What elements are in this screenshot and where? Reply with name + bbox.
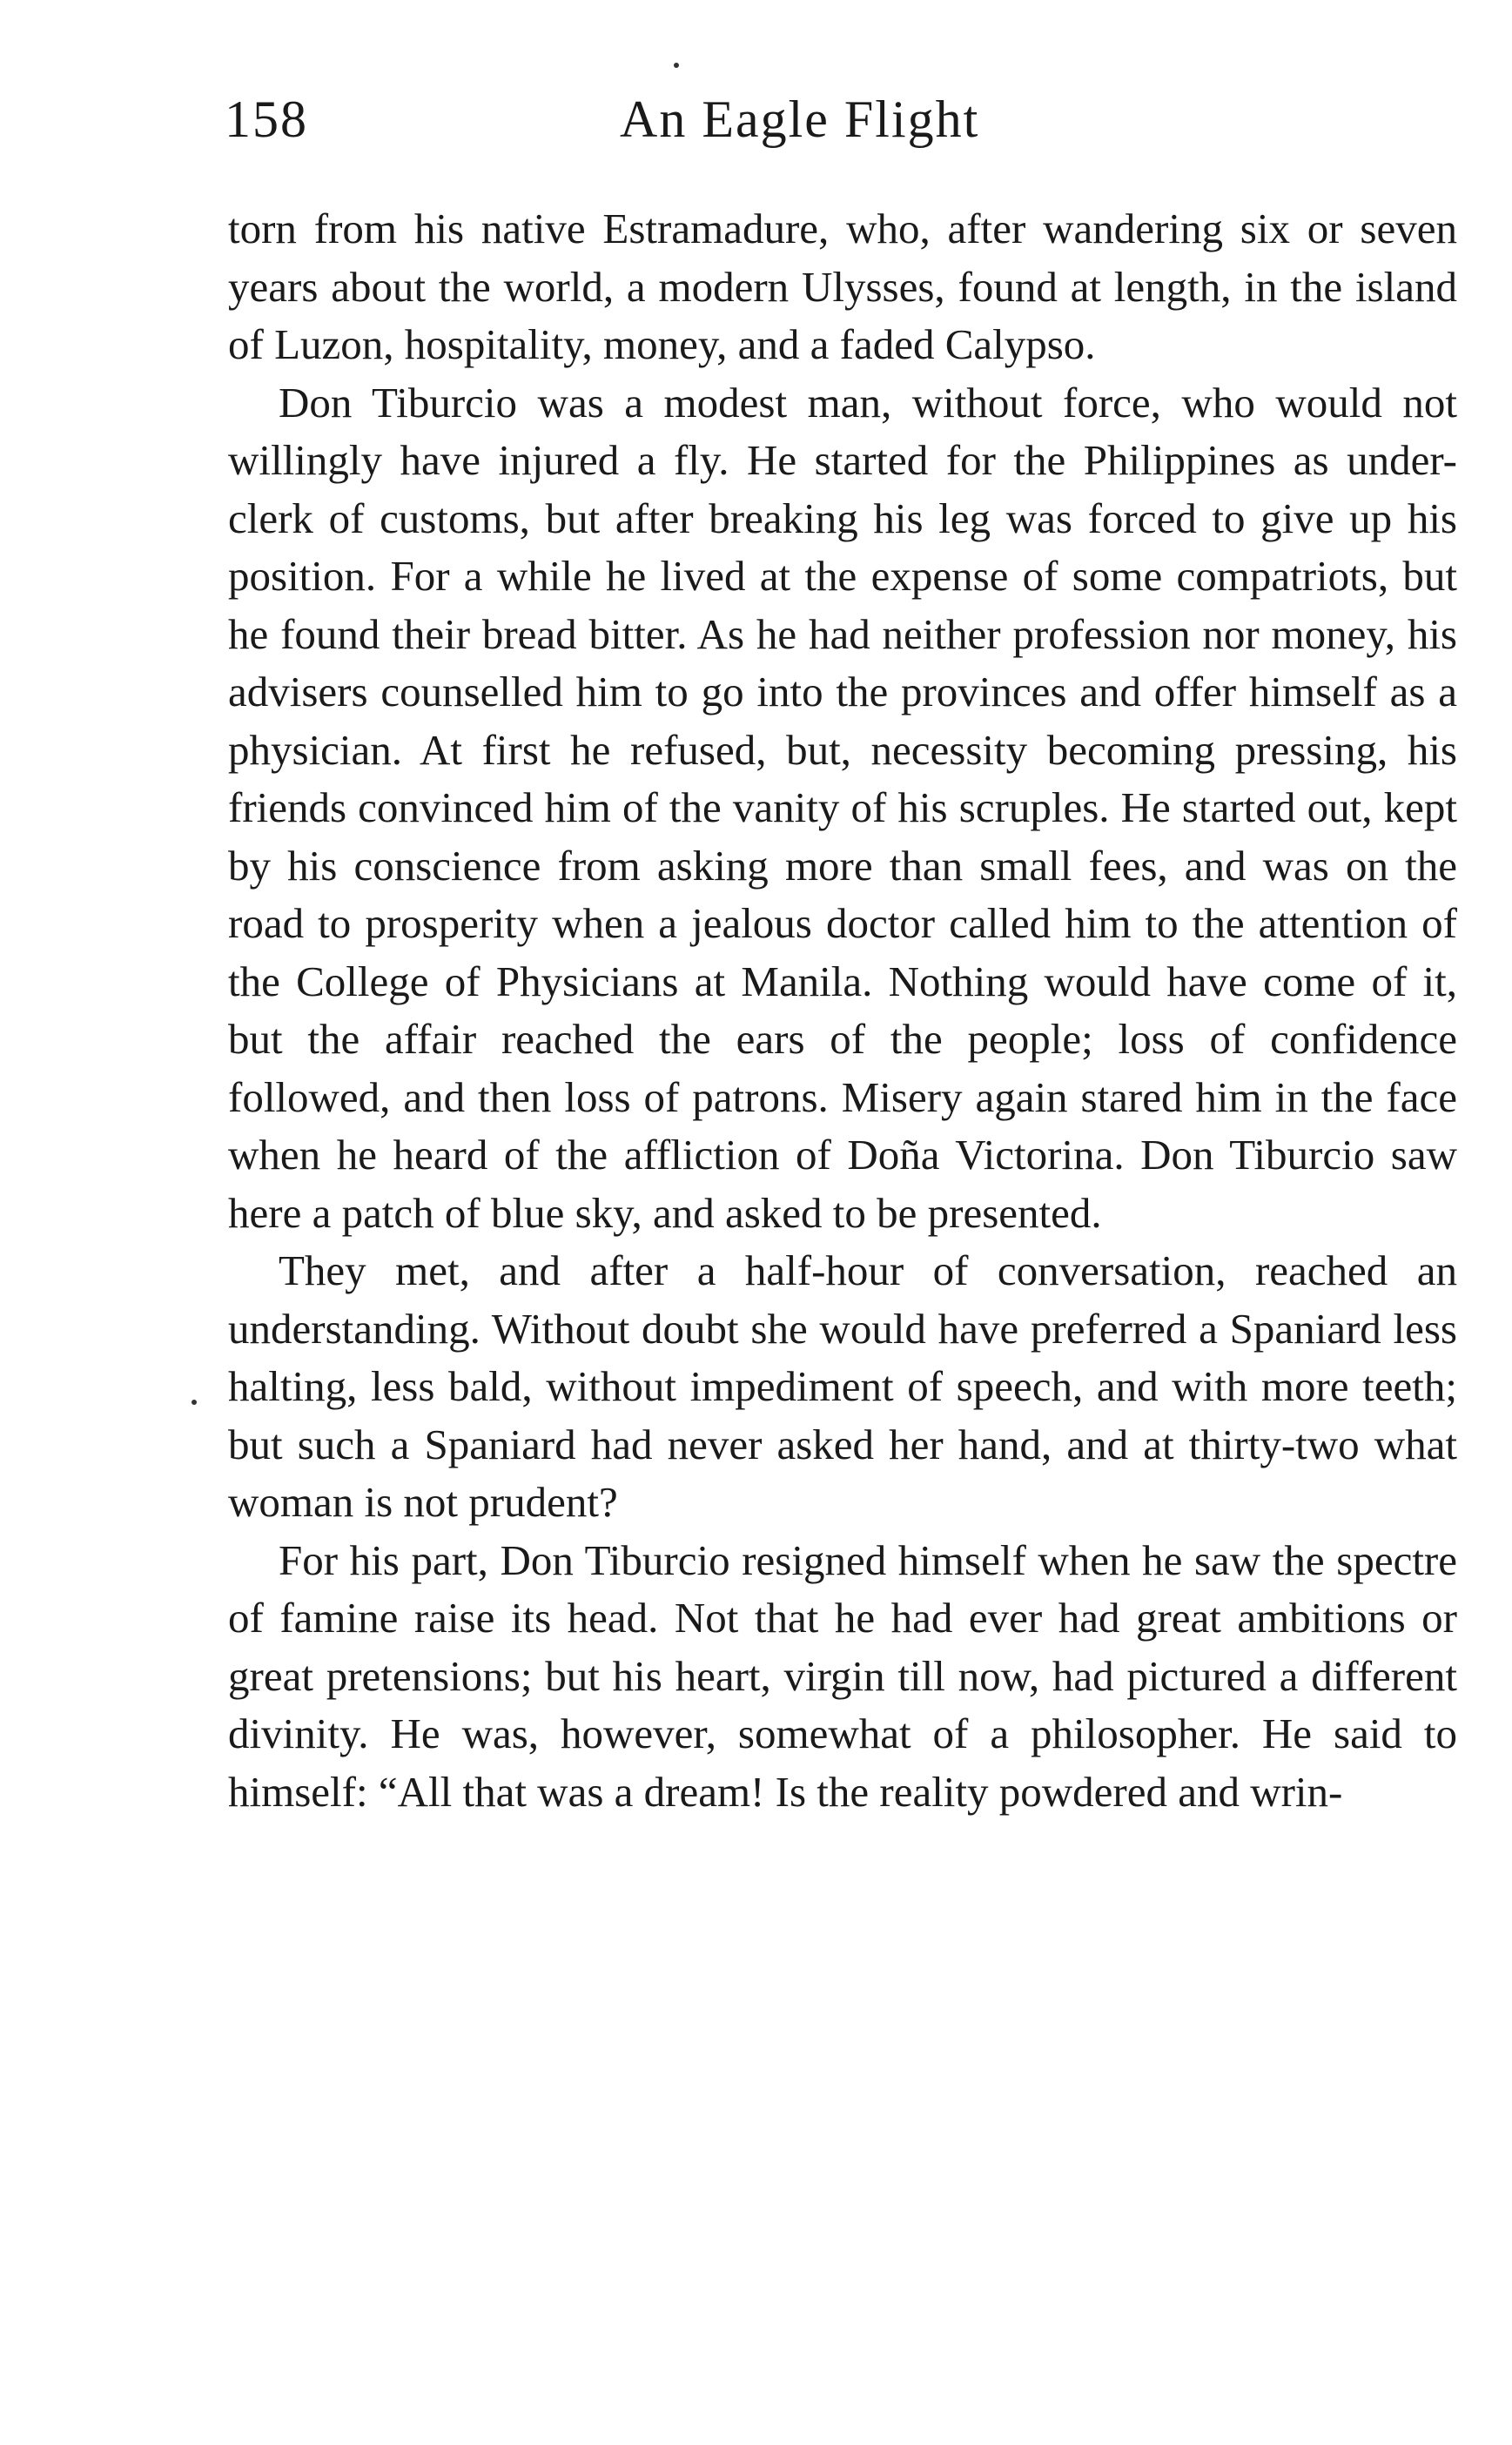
running-head [225, 80, 1461, 158]
paragraph: torn from his native Estramadure, who, after wandering six or seven years about the world, a modern Ulysses, found at length, in the island of Luzon, hospitality, money, and a faded Calypso. [228, 205, 1457, 368]
page-number: 158 [225, 91, 308, 148]
paragraph: They met, and after a half-hour of conversation, reached an understanding. Without doubt she would have preferred a Spaniard less halting, less bald, without impediment of speech, and with more teeth; but such a Spaniard had never asked her hand, and at thirty-two what woman is not prudent? [228, 1246, 1457, 1526]
ink-speck [192, 1400, 197, 1405]
body-text [228, 200, 1457, 1821]
paragraph: Don Tiburcio was a modest man, without force, who would not willingly have injured a fly. He started for the Philippines as under-clerk of customs, but after breaking his leg was forced to give up his position. For a while he lived at the expense of some compatriots, but he found their bread bitter. As he had neither profession nor money, his advisers counselled him to go into the provinces and offer himself as a physician. At first he refused, but, necessity becoming pressing, his friends convinced him of the vanity of his scruples. He started out, kept by his conscience from asking more than small fees, and was on the road to prosperity when a jealous doctor called him to the attention of the College of Physicians at Manila. Nothing would have come of it, but the affair reached the ears of the people; loss of confidence followed, and then loss of patrons. Misery again stared him in the face when he heard of the affliction of Doña Victorina. Don Tiburcio saw here a patch of blue sky, and asked to be presented. [228, 378, 1457, 1237]
running-title: An Eagle Flight [620, 91, 980, 148]
paragraph: For his part, Don Tiburcio resigned himself when he saw the spectre of famine raise its head. Not that he had ever had great ambitions or great pretensions; but his heart, virgin till now, had pictured a different divinity. He was, however, somewhat of a philosopher. He said to himself: “All that was a dream! Is the reality powdered and wrin- [228, 1535, 1457, 1816]
ink-speck [674, 63, 679, 68]
